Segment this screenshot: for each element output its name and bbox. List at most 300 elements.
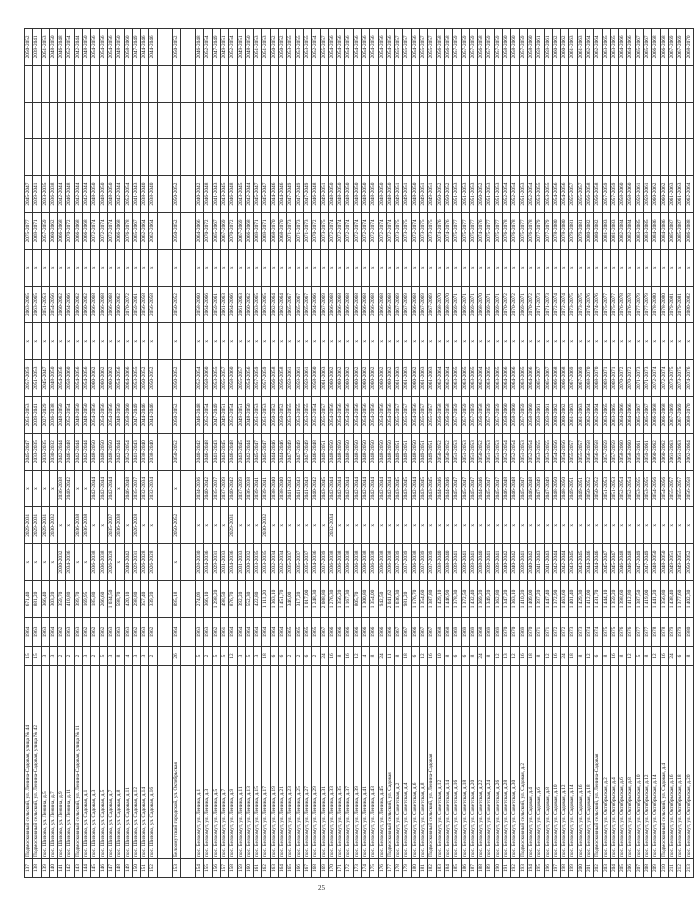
table-cell [74, 65, 82, 102]
table-cell: х [33, 544, 41, 581]
table-cell: пос. Белоомут, ул. Садовая, д.14 [569, 666, 577, 859]
table-cell [157, 323, 172, 360]
table-cell: 2079-2081 [677, 286, 685, 323]
table-cell: пос. Белоомут, ул. Советская, д.6 [411, 666, 419, 859]
table-cell: 2072-2074 [370, 213, 378, 250]
table-cell: 2044-2046 [141, 29, 149, 66]
table-cell: 2054-2056 [107, 29, 115, 66]
table-cell: х [544, 249, 552, 286]
table-cell: 2042-2044 [74, 29, 82, 66]
table-cell: 2048-2050 [378, 433, 386, 470]
table-cell: 2064-2066 [503, 360, 511, 397]
table-cell: х [386, 249, 394, 286]
table-cell [444, 65, 452, 102]
table-cell: 339,20 [149, 581, 157, 618]
table-cell: 2036-2038 [83, 507, 91, 544]
table-cell: 1 409,00 [527, 581, 535, 618]
table-cell: 8 [619, 647, 627, 666]
table-cell: 2052-2054 [527, 176, 535, 213]
table-cell: х [212, 249, 220, 286]
table-cell: х [586, 249, 594, 286]
table-cell: 2054-2056 [328, 29, 336, 66]
table-cell: 2037-2039 [420, 544, 428, 581]
table-cell: 2065-2067 [644, 397, 652, 434]
table-cell: 2062-2064 [478, 360, 486, 397]
table-cell: 1 438,40 [668, 581, 676, 618]
table-cell: 2039-2041 [254, 470, 262, 507]
table-cell: 2047-2049 [303, 433, 311, 470]
table-cell: 2048-2050 [386, 433, 394, 470]
table-cell: 2060-2062 [411, 360, 419, 397]
table-cell: пос. Шилово, ул. Ленина, д.7 [49, 666, 57, 859]
table-cell: х [25, 544, 33, 581]
table-cell: 1977 [644, 618, 652, 647]
table-cell: 2042-2044 [386, 470, 394, 507]
table-row [486, 29, 494, 878]
table-cell: 2067-2069 [677, 29, 685, 66]
table-cell: х [453, 507, 461, 544]
table-cell: 2039-2041 [262, 470, 270, 507]
table-cell [552, 65, 560, 102]
table-cell: 2067-2069 [668, 29, 676, 66]
table-cell: 1 349,20 [486, 581, 494, 618]
table-cell: 2053-2055 [287, 397, 295, 434]
table-cell: 2073-2075 [395, 213, 403, 250]
table-cell: 1979 [668, 618, 676, 647]
table-cell: 2050-2052 [436, 176, 444, 213]
table-cell: х [660, 249, 668, 286]
table-cell: 2048-2050 [386, 176, 394, 213]
table-cell: 2069-2071 [33, 213, 41, 250]
table-cell: 552,30 [245, 581, 253, 618]
table-cell: х [124, 249, 132, 286]
table-cell: 2045-2047 [453, 470, 461, 507]
table-cell: 2056-2058 [478, 29, 486, 66]
table-cell: 2061-2063 [577, 397, 585, 434]
table-cell [668, 65, 676, 102]
table-cell: х [561, 323, 569, 360]
table-cell [361, 65, 369, 102]
table-cell: 2032-2034 [328, 507, 336, 544]
table-cell: 2052-2054 [503, 433, 511, 470]
table-cell: 2052-2054 [619, 470, 627, 507]
table-cell: 2055-2057 [577, 176, 585, 213]
table-cell: 2051-2053 [519, 433, 527, 470]
table-cell: 2062-2064 [685, 433, 693, 470]
table-row [181, 29, 196, 878]
table-cell: х [668, 323, 676, 360]
table-cell: 174 [361, 859, 369, 878]
table-cell: 2036-2038 [353, 544, 361, 581]
table-cell: х [586, 507, 594, 544]
table-cell: пос. Белоомут, ул. Ленина, д.9 [229, 666, 237, 859]
table-cell: х [83, 470, 91, 507]
table-cell: 2045-2047 [469, 470, 477, 507]
table-cell: 2053-2055 [295, 397, 303, 434]
table-cell [157, 544, 172, 581]
table-cell: 2045-2047 [486, 470, 494, 507]
table-cell: 1966 [353, 618, 361, 647]
table-cell: 1976 [619, 618, 627, 647]
table-cell: 2072-2074 [99, 213, 107, 250]
table-cell: х [403, 249, 411, 286]
table-cell: 2064-2066 [204, 286, 212, 323]
table-cell: 24 [478, 647, 486, 666]
table-cell: 2076-2078 [619, 286, 627, 323]
table-cell: 2079-2081 [668, 286, 676, 323]
table-cell: 2055-2057 [395, 29, 403, 66]
table-cell: 2071-2073 [287, 213, 295, 250]
housing-repair-schedule-table [24, 28, 694, 878]
table-cell [287, 65, 295, 102]
table-cell [262, 102, 270, 139]
table-cell [229, 102, 237, 139]
table-cell: х [519, 323, 527, 360]
table-cell: 2058-2060 [627, 433, 635, 470]
table-cell: 2058-2060 [527, 29, 535, 66]
table-cell: х [527, 323, 535, 360]
table-cell: 2071-2073 [295, 213, 303, 250]
table-cell: 2047-2049 [287, 433, 295, 470]
table-cell: 175 [370, 859, 378, 878]
table-cell: 8 [116, 647, 124, 666]
table-cell: 2036-2038 [49, 176, 57, 213]
table-cell: пос. Белоомут, ул. Октябрьская, д.4 [610, 666, 618, 859]
table-cell: 2060-2062 [107, 360, 115, 397]
table-cell: 2070-2072 [312, 213, 320, 250]
table-row [287, 29, 295, 878]
table-cell: 2036-2038 [337, 544, 345, 581]
table-cell: 2044-2046 [478, 470, 486, 507]
table-cell: 2058-2060 [312, 360, 320, 397]
table-cell: 2058-2060 [204, 360, 212, 397]
table-cell: 1 017,00 [303, 581, 311, 618]
table-cell: 2082-2084 [627, 213, 635, 250]
table-cell: пос. Белоомут, ул. Советская, д.12 [436, 666, 444, 859]
table-cell: 2059-2061 [544, 29, 552, 66]
table-cell: 2040-2042 [503, 544, 511, 581]
table-cell: х [652, 507, 660, 544]
table-cell: 2054-2056 [49, 286, 57, 323]
table-cell: пос. Белоомут, ул. Ленина, д.5 [212, 666, 220, 859]
table-cell: 2058-2060 [124, 397, 132, 434]
table-cell: 2055-2057 [320, 397, 328, 434]
table-cell: 2086-2088 [685, 213, 693, 250]
table-cell: 1967 [320, 618, 328, 647]
table-cell: 1963 [124, 618, 132, 647]
table-cell: 165 [287, 859, 295, 878]
table-cell: 2039-2041 [519, 544, 527, 581]
table-cell: х [58, 323, 66, 360]
table-cell: 2052-2054 [196, 360, 204, 397]
table-cell: 2072-2074 [345, 213, 353, 250]
table-cell [577, 139, 585, 176]
table-cell: 2054-2056 [107, 397, 115, 434]
table-cell: 2047-2049 [303, 176, 311, 213]
table-cell: 2041-2043 [132, 433, 140, 470]
table-cell [245, 65, 253, 102]
table-cell: х [660, 323, 668, 360]
table-cell: 2048-2050 [116, 29, 124, 66]
table-cell: 2030-2032 [49, 507, 57, 544]
table-cell [181, 323, 196, 360]
table-cell [411, 65, 419, 102]
table-cell: 198 [561, 859, 569, 878]
table-cell: пос. Белоомут, ул. Советская, д.4 [403, 666, 411, 859]
table-cell: 2059-2061 [536, 29, 544, 66]
table-cell: 1966 [386, 618, 394, 647]
table-cell: 18 [262, 647, 270, 666]
table-cell: 158 [229, 859, 237, 878]
table-row [141, 29, 149, 878]
table-cell: х [685, 249, 693, 286]
table-cell: пос. Белоомут, ул. Ленина, д.7 [220, 666, 228, 859]
table-cell [619, 102, 627, 139]
table-cell: 1969 [469, 618, 477, 647]
table-cell: х [245, 323, 253, 360]
table-cell [478, 102, 486, 139]
table-cell [312, 139, 320, 176]
table-cell: 206 [627, 859, 635, 878]
table-cell: 2072-2074 [660, 360, 668, 397]
table-cell: 2057-2059 [602, 176, 610, 213]
table-cell: 2039-2041 [461, 544, 469, 581]
table-cell: 2044-2046 [279, 433, 287, 470]
table-cell: 2074-2076 [685, 360, 693, 397]
table-cell: 18 [403, 647, 411, 666]
table-cell: 12 [627, 647, 635, 666]
table-cell: 146 [99, 859, 107, 878]
table-cell: 2058-2060 [124, 29, 132, 66]
table-cell: 1962 [91, 618, 99, 647]
table-cell: 8 [444, 647, 452, 666]
table-cell: 26 [172, 647, 180, 666]
table-cell: 2048-2050 [337, 176, 345, 213]
table-cell [91, 102, 99, 139]
table-cell: х [420, 323, 428, 360]
table-cell [245, 139, 253, 176]
table-cell: 2 [204, 647, 212, 666]
table-cell: х [320, 249, 328, 286]
table-cell [320, 65, 328, 102]
table-cell: 1978 [652, 618, 660, 647]
table-cell: 1966 [361, 618, 369, 647]
table-cell [444, 102, 452, 139]
table-cell: 2067-2069 [320, 286, 328, 323]
table-cell [411, 102, 419, 139]
table-cell: 2072-2074 [353, 213, 361, 250]
table-cell: 2066-2068 [411, 286, 419, 323]
table-cell [461, 139, 469, 176]
table-cell [586, 139, 594, 176]
table-cell [49, 139, 57, 176]
table-cell: х [619, 507, 627, 544]
table-cell: 1 363,10 [511, 581, 519, 618]
table-cell: 1 463,60 [561, 581, 569, 618]
table-cell: 2054-2056 [378, 29, 386, 66]
table-cell [652, 102, 660, 139]
table-cell: 2042-2044 [74, 176, 82, 213]
rotated-table-container [24, 28, 692, 878]
table-cell [181, 249, 196, 286]
table-row [345, 29, 353, 878]
table-row [519, 29, 527, 878]
table-cell: 2042-2044 [552, 544, 560, 581]
table-cell: 2064-2066 [196, 213, 204, 250]
table-cell [378, 139, 386, 176]
table-cell: 1969 [453, 618, 461, 647]
table-cell: х [453, 323, 461, 360]
table-cell: 2056-2058 [685, 470, 693, 507]
table-cell: 2047-2049 [644, 544, 652, 581]
table-cell: 2072-2074 [328, 213, 336, 250]
table-cell: 346,00 [287, 581, 295, 618]
table-cell [141, 65, 149, 102]
table-cell: х [83, 323, 91, 360]
table-cell: х [527, 249, 535, 286]
table-cell: 2055-2057 [220, 360, 228, 397]
table-cell: 2041-2043 [212, 176, 220, 213]
table-cell: 1969 [486, 618, 494, 647]
table-cell: 2050-2052 [586, 470, 594, 507]
table-cell: 6 [303, 647, 311, 666]
table-cell: х [320, 507, 328, 544]
table-row [295, 29, 303, 878]
table-cell: 2072-2074 [378, 213, 386, 250]
table-cell: х [478, 249, 486, 286]
table-cell: 1970 [527, 618, 535, 647]
table-cell: 2046-2048 [627, 544, 635, 581]
table-cell: 2070-2072 [229, 213, 237, 250]
table-cell: 357,40 [141, 581, 149, 618]
table-cell: х [594, 507, 602, 544]
table-cell: 5 [245, 647, 253, 666]
table-cell: 2060-2062 [660, 433, 668, 470]
table-cell [141, 139, 149, 176]
table-cell: 2065-2067 [295, 286, 303, 323]
table-cell: пос. Белоомут, ул. Ленина, д.41 [361, 666, 369, 859]
table-cell: х [552, 323, 560, 360]
table-cell: 194 [527, 859, 535, 878]
table-cell [486, 65, 494, 102]
table-cell: 2043-2045 [420, 470, 428, 507]
table-cell: 2 [58, 647, 66, 666]
table-cell: пос. Белоомут, ул. Ленина, д.11 [237, 666, 245, 859]
table-cell: 2062-2064 [444, 360, 452, 397]
table-cell [181, 360, 196, 397]
table-cell: 2036-2038 [99, 544, 107, 581]
table-cell: 2038-2040 [141, 433, 149, 470]
table-cell: 2034-2036 [196, 470, 204, 507]
table-cell [124, 102, 132, 139]
table-cell: х [41, 544, 49, 581]
table-cell: 2083-2085 [635, 213, 643, 250]
table-cell: 2077-2079 [635, 286, 643, 323]
table-cell: х [345, 249, 353, 286]
table-cell: х [353, 323, 361, 360]
table-cell: 2057-2059 [519, 29, 527, 66]
table-cell [157, 647, 172, 666]
table-cell: пос. Белоомут, ул. Октябрьская, д.8 [627, 666, 635, 859]
table-cell: 2072-2074 [386, 213, 394, 250]
table-cell [328, 102, 336, 139]
table-row [660, 29, 668, 878]
table-cell: 2085-2087 [668, 213, 676, 250]
table-cell: 2056-2058 [586, 176, 594, 213]
table-cell: 1 387,50 [635, 581, 643, 618]
table-cell: 2048-2050 [107, 176, 115, 213]
table-cell: 2 [312, 647, 320, 666]
table-cell [157, 249, 172, 286]
table-cell: 2051-2053 [25, 397, 33, 434]
table-cell: 2030-2032 [49, 433, 57, 470]
table-cell [204, 139, 212, 176]
table-cell: х [544, 323, 552, 360]
table-cell: 2 [74, 647, 82, 666]
table-row [124, 29, 132, 878]
table-cell: 2069-2071 [469, 286, 477, 323]
table-cell: пос. Шилово, ул. Ленина, д.11 [66, 666, 74, 859]
table-cell: 200 [577, 859, 585, 878]
table-cell: 8 [486, 647, 494, 666]
table-cell: 2045-2047 [262, 176, 270, 213]
table-cell: х [677, 507, 685, 544]
table-cell: 2053-2055 [303, 29, 311, 66]
table-cell: 2048-2050 [345, 176, 353, 213]
table-cell: 2042-2044 [99, 470, 107, 507]
table-cell: 191 [503, 859, 511, 878]
table-cell: 2 [91, 647, 99, 666]
table-cell: 2050-2052 [594, 470, 602, 507]
table-cell [181, 139, 196, 176]
table-cell: 196 [544, 859, 552, 878]
table-cell [303, 139, 311, 176]
table-cell: 2075-2077 [469, 213, 477, 250]
table-cell: 2051-2053 [453, 433, 461, 470]
table-row [602, 29, 610, 878]
table-cell: х [74, 323, 82, 360]
table-row [677, 29, 685, 878]
table-cell: 2051-2053 [486, 433, 494, 470]
table-cell: 2068-2070 [586, 360, 594, 397]
table-cell [33, 102, 41, 139]
table-cell: 2051-2053 [602, 470, 610, 507]
table-cell: 2076-2078 [511, 213, 519, 250]
table-row [403, 29, 411, 878]
table-cell: х [49, 470, 57, 507]
table-cell: 2069-2071 [453, 286, 461, 323]
table-cell: 6 [411, 647, 419, 666]
table-cell: 177 [386, 859, 394, 878]
table-cell [181, 286, 196, 323]
table-cell: 2076-2078 [627, 286, 635, 323]
table-cell [561, 139, 569, 176]
table-cell: 211 [668, 859, 676, 878]
table-cell: 2048-2050 [361, 433, 369, 470]
table-cell: х [561, 249, 569, 286]
table-cell [181, 859, 196, 878]
table-cell: 2026-2028 [132, 507, 140, 544]
table-cell: х [370, 507, 378, 544]
table-cell: х [254, 249, 262, 286]
table-cell: 1 354,60 [420, 581, 428, 618]
table-row [107, 29, 115, 878]
table-cell: 180 [411, 859, 419, 878]
table-cell: 2044-2046 [436, 470, 444, 507]
table-cell [49, 65, 57, 102]
table-cell: 317,20 [295, 581, 303, 618]
table-row [312, 29, 320, 878]
